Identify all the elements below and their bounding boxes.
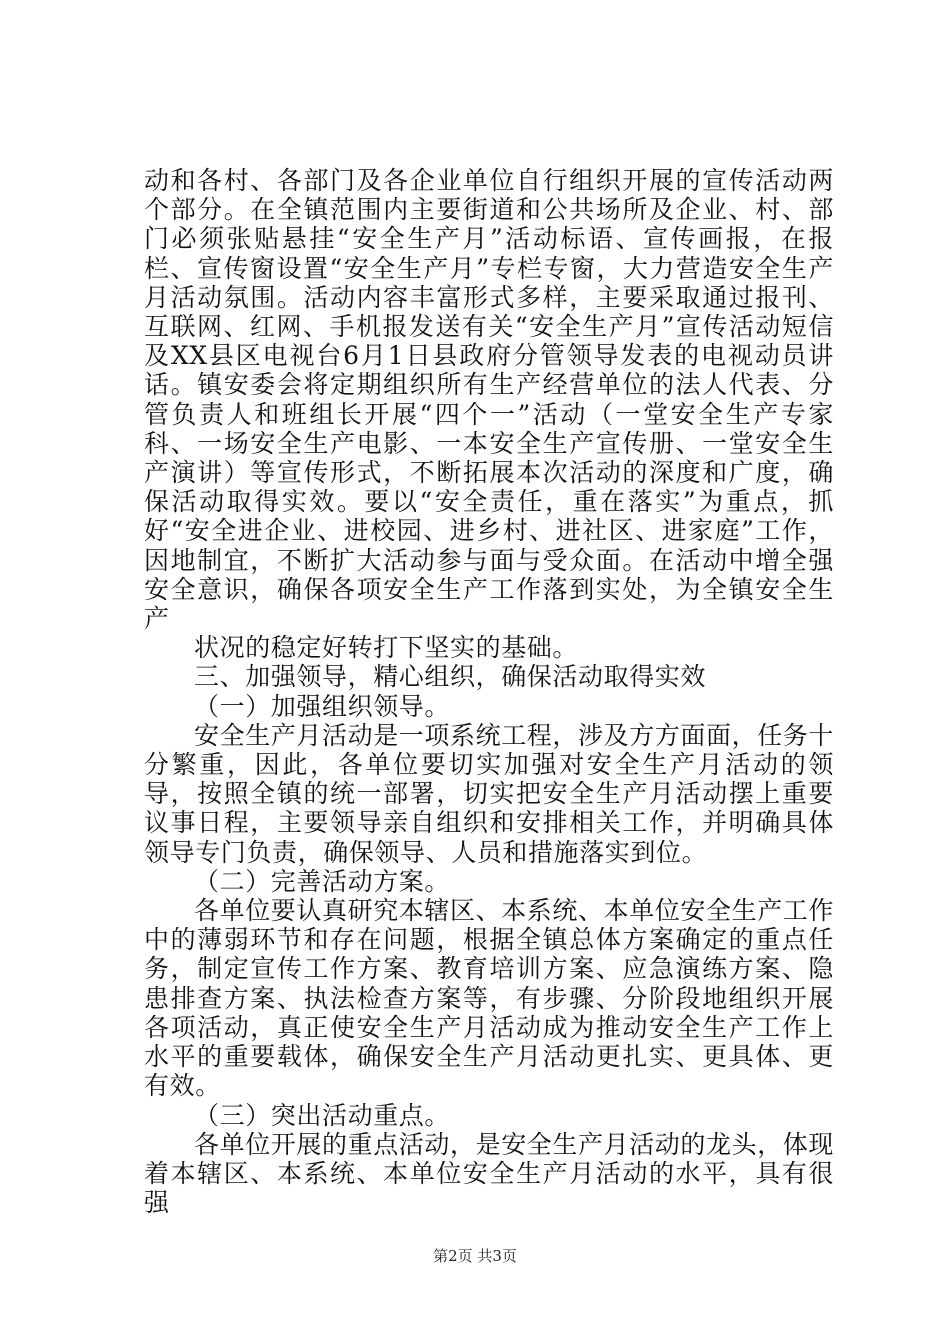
subheading-3: （三）突出活动重点。 <box>194 1100 451 1130</box>
paragraph-9: 各单位开展的重点活动，是安全生产月活动的龙头，体现着本辖区、本系统、本单位安全生产月活动的水平，具有很强 <box>144 1129 835 1218</box>
subheading-1: （一）加强组织领导。 <box>194 691 451 721</box>
page-footer: 第2页 共3页 <box>433 1247 517 1265</box>
paragraph-1: 动和各村、各部门及各企业单位自行组织开展的宣传活动两个部分。在全镇范围内主要街道和公共场所及企业、村、部门必须张贴悬挂“安全生产月”活动标语、宣传画报，在报栏、宣传窗设置“安全生产月”专栏专窗，大力营造安全生产月活动氛围。活动内容丰富形式多样，主要采取通过报刊、互联网、红网、手机报发送有关“安全生产月”宣传活动短信及XX县区电视台6月1日县政府分管领导发表的电视动员讲话。镇安委会将定期组织所有生产经营单位的法人代表、分管负责人和班组长开展“四个一”活动（一堂安全生产专家科、一场安全生产电影、一本安全生产宣传册、一堂安全生产演讲）等宣传形式，不断拓展本次活动的深度和广度，确保活动取得实效。要以“安全责任，重在落实”为重点，抓好“安全进企业、进校园、进乡村、进社区、进家庭”工作，因地制宜，不断扩大活动参与面与受众面。在活动中增全强安全意识，确保各项安全生产工作落到实处，为全镇安全生产 <box>144 166 834 634</box>
paragraph-7: 各单位要认真研究本辖区、本系统、本单位安全生产工作中的薄弱环节和存在问题，根据全镇总体方案确定的重点任务，制定宣传工作方案、教育培训方案、应急演练方案、隐患排查方案、执法检查方案等，有步骤、分阶段地组织开展各项活动，真正使安全生产月活动成为推动安全生产工作上水平的重要载体，确保安全生产月活动更扎实、更具体、更有效。 <box>144 896 835 1101</box>
paragraph-2: 状况的稳定好转打下坚实的基础。 <box>194 633 579 663</box>
section-heading-3: 三、加强领导，精心组织，确保活动取得实效 <box>194 662 707 692</box>
document-body <box>144 166 834 1217</box>
subheading-2: （二）完善活动方案。 <box>194 866 451 896</box>
paragraph-5: 安全生产月活动是一项系统工程，涉及方方面面，任务十分繁重，因此，各单位要切实加强对安全生产月活动的领导，按照全镇的统一部署，切实把安全生产月活动摆上重要议事日程，主要领导亲自组织和安排相关工作，并明确具体领导专门负责，确保领导、人员和措施落实到位。 <box>144 720 835 867</box>
